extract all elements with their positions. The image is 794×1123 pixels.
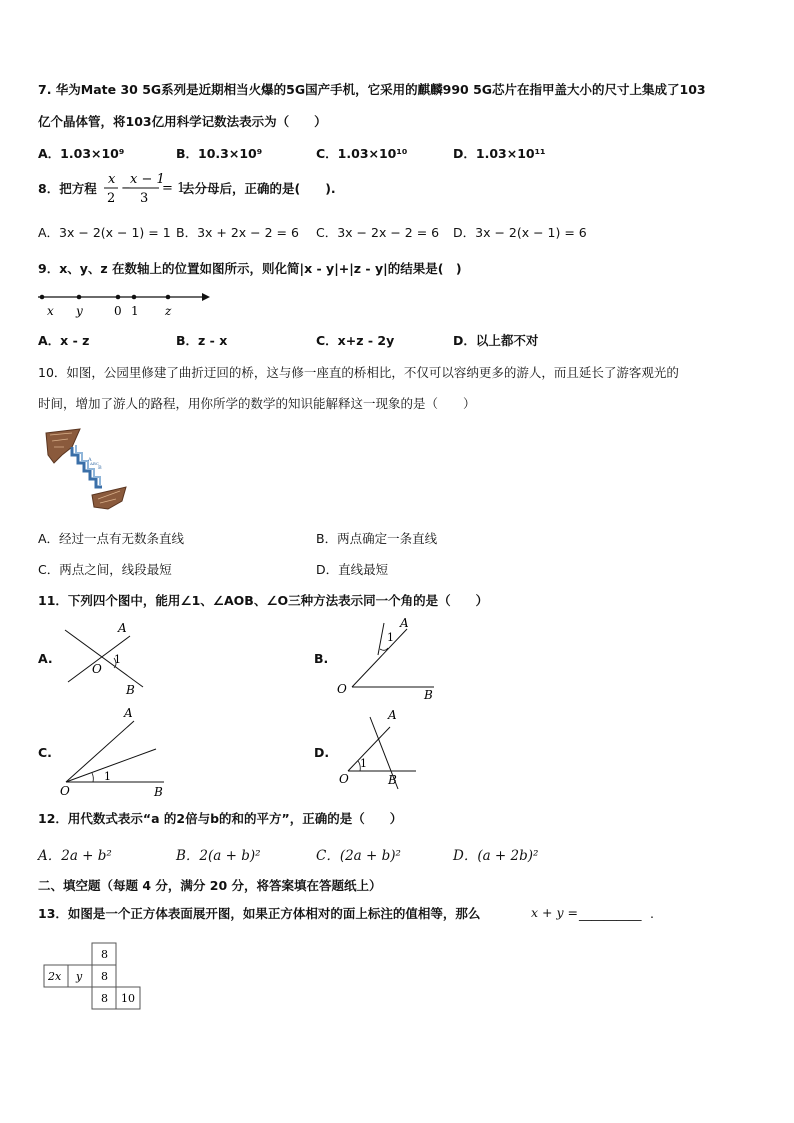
svg-text:B: B: [98, 465, 102, 471]
q12-stem: 12．用代数式表示“a 的2倍与b的和的平方”，正确的是（ ）: [38, 811, 403, 826]
cell-y: y: [76, 970, 83, 983]
q7-option-a: A．1.03×10⁹: [38, 146, 125, 161]
svg-text:ABC: ABC: [90, 461, 99, 466]
svg-text:1: 1: [104, 770, 111, 783]
q9-stem: 9．x、y、z 在数轴上的位置如图所示，则化简|x - y|+|z - y|的结果是( ): [38, 261, 462, 276]
cell-10: 10: [121, 992, 135, 1005]
q9-point-0: [116, 295, 121, 300]
q9-label-1: 1: [131, 304, 139, 318]
q10-line2: 时间，增加了游人的路程，用你所学的数学的知识能解释这一现象的是（ ）: [38, 396, 476, 411]
svg-text:B: B: [424, 688, 433, 702]
q9-option-d: D．以上都不对: [453, 333, 539, 348]
q9-option-b: B．z - x: [176, 333, 228, 348]
q8-option-b: B．3x + 2x − 2 = 6: [176, 225, 299, 240]
svg-text:A: A: [88, 457, 92, 463]
svg-text:A: A: [388, 708, 397, 722]
q13-stem-pre: 13．如图是一个正方体表面展开图，如果正方体相对的面上标注的值相等，那么: [38, 906, 481, 921]
cell-mid-8: 8: [101, 970, 108, 983]
cube-net: [40, 943, 150, 1018]
q7-option-b: B．10.3×10⁹: [176, 146, 263, 161]
svg-text:A: A: [118, 621, 127, 635]
q11-figure-a: [60, 620, 160, 700]
q13-expr: x + y =: [531, 905, 578, 920]
svg-text:O: O: [339, 772, 349, 786]
svg-text:1: 1: [114, 653, 121, 666]
q9-point-1: [132, 295, 137, 300]
q8-stem-pre: 8．把方程: [38, 181, 97, 196]
q8-frac1-num: x: [108, 172, 116, 187]
q8-frac1-den: 2: [107, 191, 116, 206]
q11-figure-c: [58, 705, 178, 800]
q7-option-d: D．1.03×10¹¹: [453, 146, 546, 161]
q10-option-a: A．经过一点有无数条直线: [38, 531, 185, 546]
svg-text:B: B: [154, 785, 163, 799]
q12-option-a: A．2a + b²: [38, 848, 112, 864]
cell-top-8: 8: [101, 948, 108, 961]
q8-option-d: D．3x − 2(x − 1) = 6: [453, 225, 587, 240]
q10-option-d: D．直线最短: [316, 562, 389, 577]
q11-option-a: A.: [38, 651, 53, 666]
q9-option-a: A．x - z: [38, 333, 90, 348]
q8-frac2-den: 3: [140, 191, 149, 206]
q13-stem-end: .: [650, 906, 654, 921]
q8-option-c: C．3x − 2x − 2 = 6: [316, 225, 440, 240]
q12-option-b: B．2(a + b)²: [176, 848, 261, 864]
q7-line2: 亿个晶体管，将103亿用科学记数法表示为（ ）: [38, 114, 327, 129]
svg-text:O: O: [60, 784, 70, 798]
svg-text:B: B: [388, 773, 397, 787]
svg-text:A: A: [400, 616, 409, 630]
q8-option-a: A．3x − 2(x − 1) = 1: [38, 225, 171, 240]
svg-text:B: B: [126, 683, 135, 697]
q9-point-y: [77, 295, 82, 300]
q12-option-d: D．(a + 2b)²: [453, 848, 539, 864]
q11-stem: 11．下列四个图中，能用∠1、∠AOB、∠O三种方法表示同一个角的是（ ）: [38, 593, 489, 608]
q9-number-line: [38, 288, 218, 318]
q9-option-c: C．x+z - 2y: [316, 333, 395, 348]
q9-label-x: x: [47, 304, 54, 318]
q11-figure-b: [334, 615, 444, 700]
q9-point-z: [166, 295, 171, 300]
q8-frac2-num: x − 1: [130, 172, 165, 187]
q7-option-c: C．1.03×10¹⁰: [316, 146, 408, 161]
svg-text:1: 1: [360, 757, 367, 770]
cell-2x: 2x: [48, 970, 62, 983]
q11-option-d: D.: [314, 745, 330, 760]
svg-text:O: O: [92, 662, 102, 676]
q11-option-c: C.: [38, 745, 52, 760]
q9-label-y: y: [76, 304, 83, 318]
q8-equation: [102, 170, 192, 210]
q10-line1: 10．如图，公园里修建了曲折迂回的桥，这与修一座直的桥相比，不仅可以容纳更多的游人，而且延长了游客观光的: [38, 365, 679, 380]
q9-label-z: z: [165, 304, 172, 318]
q9-point-x: [40, 295, 45, 300]
q8-eq: = 1: [162, 181, 186, 196]
q8-stem-post: 去分母后，正确的是( ).: [182, 181, 336, 196]
svg-text:O: O: [337, 682, 347, 696]
svg-text:A: A: [124, 706, 133, 720]
svg-text:1: 1: [387, 631, 394, 644]
q7-line1: 7. 华为Mate 30 5G系列是近期相当火爆的5G国产手机，它采用的麒麟990 5G芯片在指甲盖大小的尺寸上集成了103: [38, 82, 706, 97]
q10-option-b: B．两点确定一条直线: [316, 531, 438, 546]
q11-figure-d: [334, 705, 444, 790]
bridge-illustration: [42, 425, 128, 515]
cell-bot-8: 8: [101, 992, 108, 1005]
q11-option-b: B.: [314, 651, 329, 666]
q8-minus: −: [121, 181, 132, 196]
q13-answer-blank: __________: [579, 906, 642, 921]
section-2-heading: 二、填空题（每题 4 分，满分 20 分，将答案填在答题纸上）: [38, 878, 382, 893]
q12-option-c: C．(2a + b)²: [316, 848, 401, 864]
q9-label-0: 0: [114, 304, 122, 318]
q10-option-c: C．两点之间，线段最短: [38, 562, 172, 577]
